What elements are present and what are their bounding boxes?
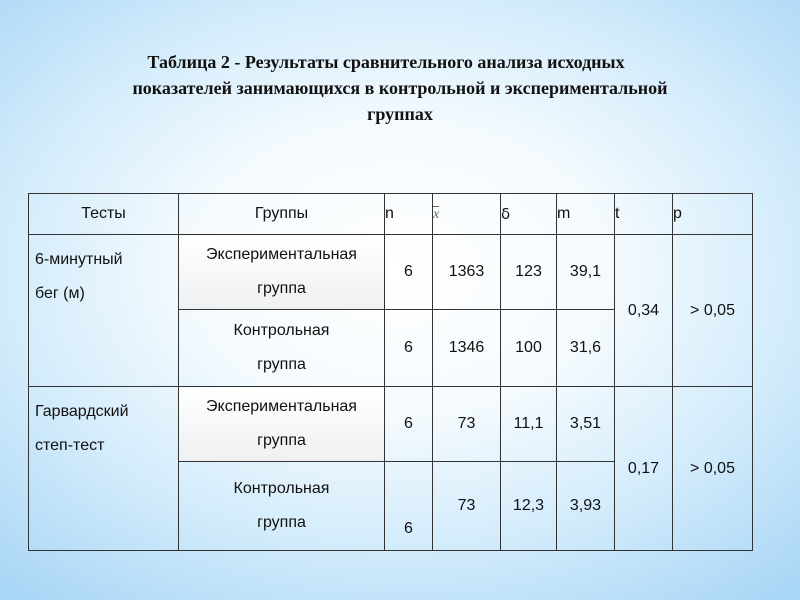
value-mean: 73 (433, 387, 501, 462)
header-groups: Группы (179, 194, 385, 235)
header-tests: Тесты (29, 194, 179, 235)
value-m: 39,1 (557, 235, 615, 310)
header-delta (501, 194, 557, 235)
group-name-line-2: группа (257, 432, 306, 449)
test-name-line-2: степ-тест (35, 437, 105, 454)
value-t: 0,17 (615, 387, 673, 551)
header-t: t (615, 194, 673, 235)
value-m: 3,51 (557, 387, 615, 462)
table-row (29, 235, 753, 310)
header-n: n (385, 194, 433, 235)
value-delta: 123 (501, 235, 557, 310)
title-line-3: группах (367, 104, 433, 124)
group-name-cell (179, 235, 385, 310)
header-m: m (557, 194, 615, 235)
value-delta: 11,1 (501, 387, 557, 462)
group-name-line-1: Экспериментальная (206, 246, 357, 263)
value-delta: 12,3 (501, 462, 557, 551)
test-name-line-2: бег (м) (35, 285, 85, 302)
results-table (28, 193, 753, 551)
group-name-line-1: Контрольная (233, 322, 330, 339)
delta-symbol: δ (501, 204, 511, 223)
value-n: 6 (385, 462, 433, 551)
group-name-line-1: Экспериментальная (206, 398, 357, 415)
header-p: p (673, 194, 753, 235)
value-n: 6 (385, 235, 433, 310)
test-name-cell (29, 387, 179, 551)
title-line-1: Таблица 2 - Результаты сравнительного анализа исходных (147, 52, 625, 72)
test-name-cell (29, 235, 179, 387)
value-t: 0,34 (615, 235, 673, 387)
value-p: > 0,05 (673, 387, 753, 551)
value-mean: 1346 (433, 310, 501, 387)
value-m: 31,6 (557, 310, 615, 387)
value-n: 6 (385, 310, 433, 387)
value-mean: 1363 (433, 235, 501, 310)
test-name-line-1: 6-минутный (35, 251, 123, 268)
group-name-line-2: группа (257, 356, 306, 373)
table-row (29, 387, 753, 462)
test-name-line-1: Гарвардский (35, 403, 129, 420)
mean-symbol: $\overline{x}$ (433, 207, 440, 222)
value-mean: 73 (433, 462, 501, 551)
value-delta: 100 (501, 310, 557, 387)
group-name-line-2: группа (257, 514, 306, 531)
title-line-2: показателей занимающихся в контрольной и экспериментальной (132, 78, 668, 98)
header-mean (433, 194, 501, 235)
group-name-line-2: группа (257, 280, 306, 297)
slide-title (20, 49, 780, 127)
table-header-row (29, 194, 753, 235)
value-p: > 0,05 (673, 235, 753, 387)
group-name-cell (179, 310, 385, 387)
value-m: 3,93 (557, 462, 615, 551)
value-n: 6 (385, 387, 433, 462)
group-name-cell (179, 462, 385, 551)
group-name-line-1: Контрольная (233, 480, 330, 497)
group-name-cell (179, 387, 385, 462)
